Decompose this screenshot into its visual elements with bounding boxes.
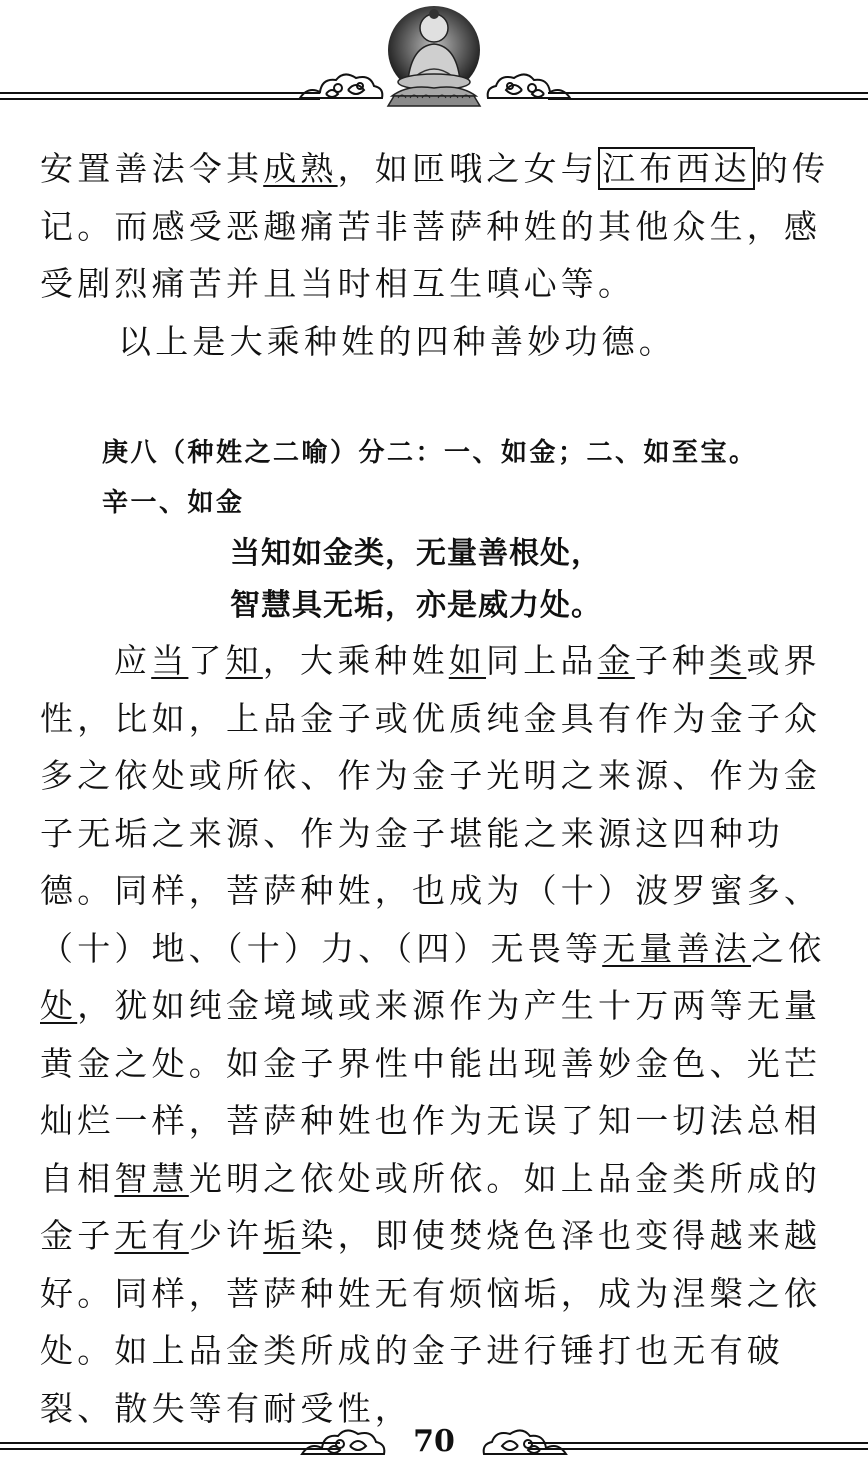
section-gap [40, 370, 830, 428]
verse-line-1: 当知如金类，无量善根处， [230, 536, 602, 571]
text-segment: 了 [188, 641, 226, 680]
page-number: 70 [413, 1424, 455, 1459]
boxed-term: 江布西达 [598, 147, 755, 190]
text-segment: 染，即使焚烧色泽也变得越来越好。同样，菩萨种姓无有烦恼垢，成为涅槃之依处。如上品金类所成的金子进行锤打也无有破裂、散失等有耐受性， [40, 1216, 822, 1428]
underlined-term: 垢 [263, 1216, 301, 1255]
paragraph-2: 以上是大乘种姓的四种善妙功德。 [118, 321, 676, 361]
header-rule-left [0, 92, 320, 102]
text-segment: ，如匝哦之女与 [337, 149, 599, 188]
cloud-ornament-icon [482, 1424, 568, 1464]
text-segment: ，犹如纯金境域或来源作为产生十万两等无量黄金之处。如金子界性中能出现善妙金色、光芒灿烂一样，菩萨种姓也作为无误了知一切法总相自相 [40, 986, 822, 1198]
paragraph-1 [40, 140, 830, 313]
underlined-term: 成熟 [263, 149, 338, 188]
text-segment: 子种 [634, 641, 710, 680]
underlined-term: 知 [225, 641, 263, 680]
text-segment: 光明之依处或所依。如上品金类所成的金子 [40, 1158, 822, 1255]
underlined-term: 当 [151, 641, 189, 680]
subsection-heading: 辛一、如金 [102, 488, 245, 518]
text-segment: 之依 [751, 928, 826, 968]
verse-line-2: 智慧具无垢，亦是威力处。 [230, 588, 602, 623]
footer-rule-left [0, 1442, 340, 1452]
header-rule-right [548, 92, 868, 102]
text-segment: 或界性，比如，上品金子或优质纯金具有作为金子众多之依处或所依、作为金子光明之来源、作为金子无垢之来源、作为金子堪能之来源这四种功德。同样，菩萨种姓，也成为（十）波罗蜜多、（十）地、（十）力、（四）无畏等 [40, 641, 822, 968]
cloud-ornament-icon [486, 66, 572, 108]
paragraph-3 [40, 632, 830, 1437]
section-heading: 庚八（种姓之二喻）分二：一、如金；二、如至宝。 [102, 438, 758, 468]
cloud-ornament-icon [298, 66, 384, 108]
page-header [0, 0, 868, 120]
text-segment: 同上品 [486, 641, 598, 680]
page-body [40, 140, 830, 1437]
footer-rule-right [528, 1442, 868, 1452]
underlined-term: 无量善法 [602, 928, 752, 968]
underlined-term: 如 [448, 641, 487, 680]
underlined-term: 处 [40, 986, 78, 1025]
text-segment: 安置善法令其 [40, 149, 264, 188]
text-segment: 的传记。而感受恶趣痛苦非菩萨种姓的其他众生，感受剧烈痛苦并且当时相互生嗔心等。 [40, 149, 830, 303]
underlined-term: 类 [709, 641, 747, 680]
underlined-term: 智慧 [114, 1158, 189, 1198]
cloud-ornament-icon [300, 1424, 386, 1464]
underlined-term: 金 [597, 641, 635, 680]
text-segment: ，大乘种姓 [262, 641, 449, 680]
text-segment: 少许 [188, 1216, 264, 1255]
buddha-image [378, 2, 490, 112]
text-segment: 应 [114, 641, 152, 680]
page-footer [0, 1420, 868, 1468]
underlined-term: 无有 [114, 1216, 189, 1255]
